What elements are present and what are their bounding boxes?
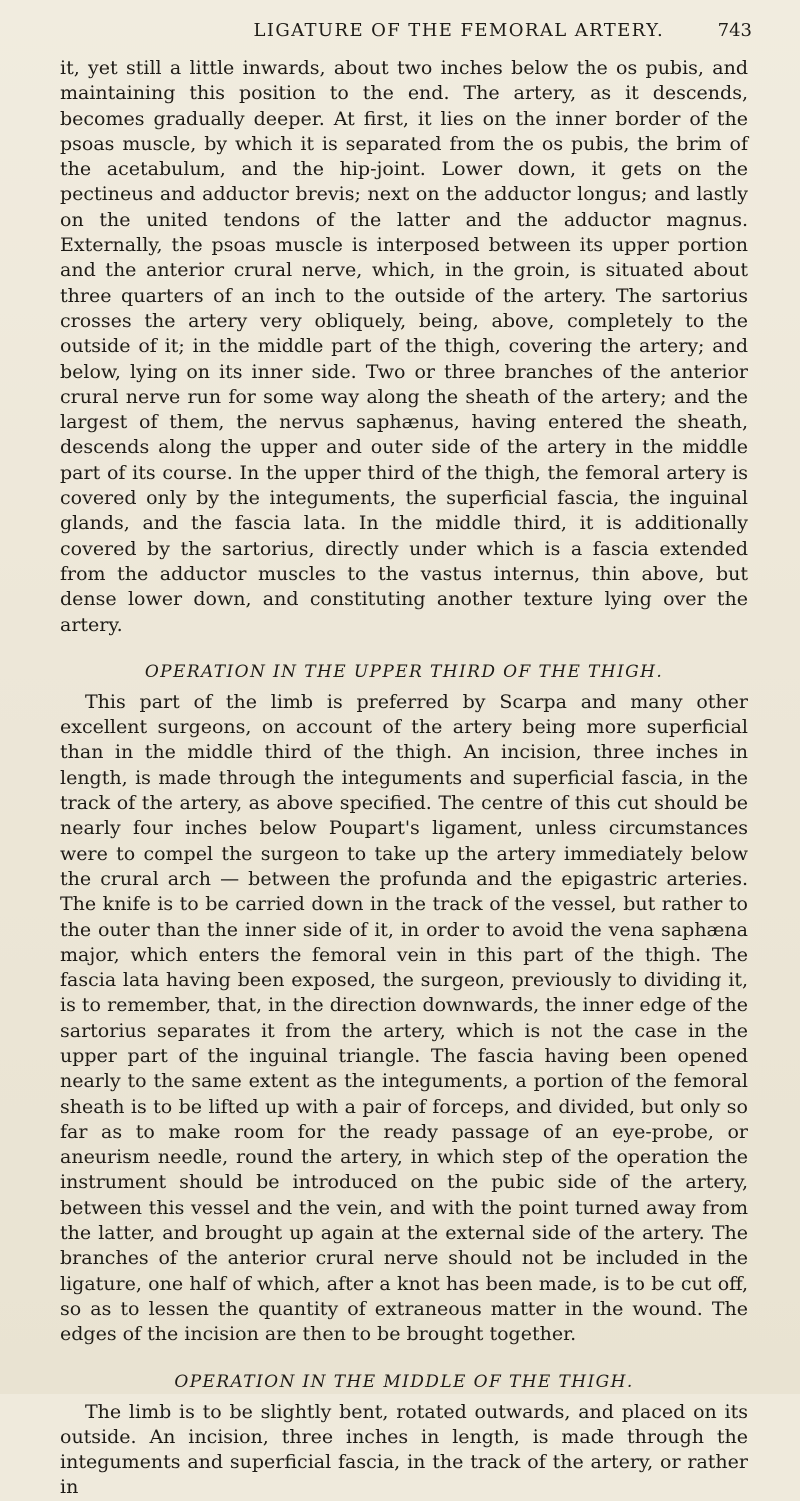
paragraph-anatomy: it, yet still a little inwards, about two inches below the os pubis, and maintaining this position to the end. The artery, as it descends, becomes gradually deeper. At first, it lies on the inner border of the psoas muscle, by which it is separated from the os pubis, the brim of the acetabulum, and the hip-joint. Lower down, it gets on the pectineus and adductor brevis; next on the adductor longus; and lastly on the united tendons of the latter and the adductor magnus. Externally, the psoas muscle is interposed between its upper portion and the anterior crural nerve, which, in the groin, is situated about three quarters of an inch to the outside of the artery. The sartorius crosses the artery very obliquely, being, above, completely to the outside of it; in the middle part of the thigh, covering the artery; and below, lying on its inner side. Two or three branches of the anterior crural nerve run for some way along the sheath of the artery; and the largest of them, the nervus saphænus, having entered the sheath, descends along the upper and outer side of the artery in the middle part of its course. In the upper third of the thigh, the femoral artery is covered only by the integuments, the superficial fascia, the inguinal glands, and the fascia lata. In the middle third, it is additionally covered by the sartorius, directly under which is a fascia extended from the adductor muscles to the vastus internus, thin above, but dense lower down, and constituting another texture lying over the artery. xyxy=(60,57,748,636)
running-head: LIGATURE OF THE FEMORAL ARTERY. xyxy=(253,19,665,41)
page-body xyxy=(60,56,748,1501)
section-heading-middle-thigh: OPERATION IN THE MIDDLE OF THE THIGH. xyxy=(174,1371,634,1392)
page-header xyxy=(80,14,752,46)
paragraph-middle-thigh-operation: The limb is to be slightly bent, rotated outwards, and placed on its outside. An incision, three inches in length, is made through the integuments and superficial fascia, in the track of the artery, or rather in xyxy=(60,1400,748,1499)
section-heading-upper-third: OPERATION IN THE UPPER THIRD OF THE THIGH. xyxy=(144,661,664,682)
paragraph-upper-third-operation: This part of the limb is preferred by Scarpa and many other excellent surgeons, on account of the artery being more superficial than in the middle third of the thigh. An incision, three inches in length, is made through the integuments and superficial fascia, in the track of the artery, as above specified. The centre of this cut should be nearly four inches below Poupart's ligament, unless circumstances were to compel the surgeon to take up the artery immediately below the crural arch — between the profunda and the epigastric arteries. The knife is to be carried down in the track of the vessel, but rather to the outer than the inner side of it, in order to avoid the vena saphæna major, which enters the femoral vein in this part of the thigh. The fascia lata having been exposed, the surgeon, previously to dividing it, is to remember, that, in the direction downwards, the inner edge of the sartorius separates it from the artery, which is not the case in the upper part of the inguinal triangle. The fascia having been opened nearly to the same extent as the integuments, a portion of the femoral sheath is to be lifted up with a pair of forceps, and divided, but only so far as to make room for the ready passage of an eye-probe, or aneurism needle, round the artery, in which step of the operation the instrument should be introduced on the pubic side of the artery, between this vessel and the vein, and with the point turned away from the latter, and brought up again at the external side of the artery. The branches of the anterior crural nerve should not be included in the ligature, one half of which, after a knot has been made, is to be cut off, so as to lessen the quantity of extraneous matter in the wound. The edges of the incision are then to be brought together. xyxy=(60,690,748,1346)
page-number: 743 xyxy=(717,19,752,41)
